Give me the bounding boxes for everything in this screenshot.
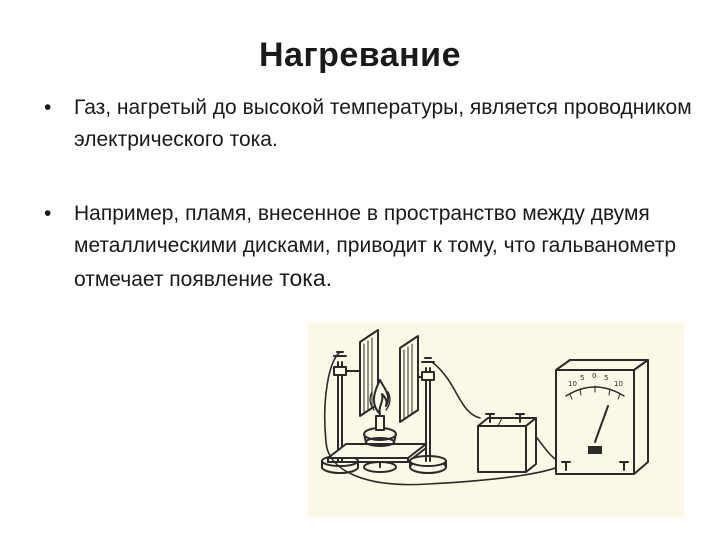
battery <box>478 414 536 472</box>
slide-title: Нагревание <box>258 36 461 74</box>
bullet-item <box>44 198 694 296</box>
bullet-text: Например, пламя, внесенное в пространство между двумя металлическими дисками, приводит к тому, что гальванометр отмечает появление <box>74 202 677 291</box>
bullet-text-tail: тока. <box>279 265 333 291</box>
bullet-marker: • <box>44 202 52 225</box>
bullet-marker: • <box>44 96 52 119</box>
scale-label: 5 <box>604 374 609 382</box>
apparatus-drawing <box>308 322 684 518</box>
galvanometer <box>556 360 648 474</box>
bullet-text: Газ, нагретый до высокой температуры, является проводником электрического тока. <box>74 96 692 151</box>
bullet-list <box>44 92 694 296</box>
apparatus-illustration <box>308 322 684 518</box>
scale-label: 10 <box>614 380 623 388</box>
scale-label: 0 <box>592 372 597 380</box>
scale-label: 5 <box>580 374 585 382</box>
bullet-item <box>44 92 694 156</box>
scale-label: 10 <box>568 380 577 388</box>
